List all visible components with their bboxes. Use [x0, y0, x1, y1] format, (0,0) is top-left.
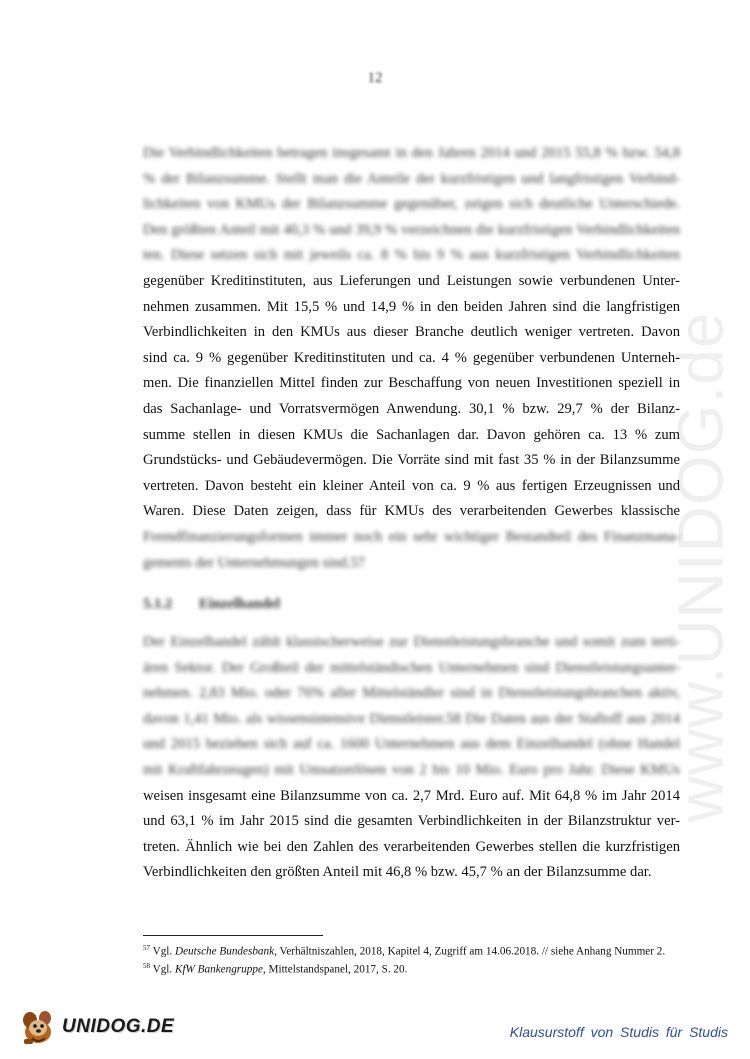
footnote-58 — [143, 960, 683, 977]
text-line: Verbindlichkeiten in den KMUs aus dieser Branche deutlich weniger vertreten. Davon — [143, 324, 680, 341]
text-line: und 63,1 % im Jahr 2015 sind die gesamten Verbindlichkeiten in der Bilanzstruktur ver- — [143, 813, 680, 830]
paragraph-1 — [143, 141, 680, 576]
footnote-source: Deutsche Bundesbank — [174, 945, 275, 958]
text-line: weisen insgesamt eine Bilanzsumme von ca. 2,7 Mrd. Euro auf. Mit 64,8 % im Jahr 2014 — [143, 787, 680, 804]
text-line: vertreten. Davon besteht ein kleiner Anteil von ca. 9 % aus fertigen Erzeugnissen und — [143, 477, 680, 494]
text-line: lichkeiten von KMUs der Bilanzsumme gegenüber, zeigen sich deutliche Unterschiede. — [143, 196, 680, 213]
text-line: davon 1,41 Mio. als wissensintensive Dienstleister.58 Die Daten aus der Staftoff aus 2014 — [143, 710, 680, 727]
text-line: Der Einzelhandel zählt klassischerweise zur Dienstleistungsbranche und somit zum terti- — [143, 634, 680, 650]
footnote-prefix: Vgl. — [152, 963, 175, 976]
text-line: nehmen zusammen. Mit 15,5 % und 14,9 % in den beiden Jahren sind die langfristigen — [143, 298, 680, 315]
text-line: ären Sektor. Der Großteil der mittelständischen Unternehmen sind Dienstleistungsunter- — [143, 659, 680, 676]
footnote-separator — [143, 935, 323, 936]
text-line: ten. Diese setzen sich mit jeweils ca. 8 % bis 9 % aus kurzfristigen Verbindlichkeiten — [143, 247, 680, 264]
text-line: gegenüber Kreditinstituten, aus Lieferungen und Leistungen sowie verbundenen Unter- — [143, 272, 680, 289]
footnote-source: KfW Bankengruppe — [174, 963, 263, 976]
section-number: 5.1.2 — [143, 596, 173, 612]
dog-icon — [18, 1008, 60, 1046]
footnote-number: 57 — [143, 944, 150, 952]
text-line: men. Die finanziellen Mittel finden zur Beschaffung von neuen Investitionen speziell in — [143, 375, 680, 392]
footnote-rest: , Mittelstandspanel, 2017, S. 20. — [262, 963, 408, 976]
text-line: Grundstücks- und Gebäudevermögen. Die Vorräte sind mit fast 35 % in der Bilanzsumme — [143, 452, 680, 469]
text-line: und 2015 beziehen sich auf ca. 1600 Unternehmen aus dem Einzelhandel (ohne Handel — [143, 736, 680, 753]
paragraph-2 — [143, 630, 680, 886]
text-line: nehmen. 2,83 Mio. oder 76% aller Mittelständler sind in Dienstleistungsbranchen aktiv, — [143, 685, 680, 702]
logo-text: UNIDOG.DE — [62, 1016, 175, 1037]
page-number: 12 — [367, 70, 383, 86]
text-line: summe stellen in diesen KMUs die Sachanlagen dar. Davon gehören ca. 13 % zum — [143, 426, 680, 443]
footnote-rest: , Verhältniszahlen, 2018, Kapitel 4, Zugriff am 14.06.2018. // siehe Anhang Nummer 2. — [274, 945, 666, 958]
text-line: treten. Ähnlich wie bei den Zahlen des verarbeitenden Gewerbes stellen die kurzfristigen — [143, 838, 680, 855]
watermark-text: www.UNIDOG.de — [664, 311, 737, 823]
text-line: % der Bilanzsumme. Stellt man die Anteile der kurzfristigen und langfristigen Verbind- — [143, 170, 680, 187]
text-line: Die Verbindlichkeiten betragen insgesamt in den Jahren 2014 und 2015 55,8 % bzw. 54,8 — [143, 145, 680, 161]
unidog-logo[interactable] — [18, 1008, 174, 1046]
footnotes — [143, 942, 683, 978]
text-line: Verbindlichkeiten den größten Anteil mit 46,8 % bzw. 45,7 % an der Bilanzsumme dar. — [143, 864, 652, 881]
text-line: Den größten Anteil mit 40,3 % und 39,9 % verzeichnen die kurzfristigen Verbindlichkeiten — [143, 221, 680, 238]
tagline: Klausurstoff von Studis für Studis — [509, 1024, 728, 1040]
section-title: Einzelhandel — [199, 596, 281, 612]
text-line: das Sachanlage- und Vorratsvermögen Anwendung. 30,1 % bzw. 29,7 % der Bilanz- — [143, 400, 680, 417]
section-heading — [143, 596, 280, 613]
text-line: Waren. Diese Daten zeigen, dass für KMUs des verarbeitenden Gewerbes klassische — [143, 503, 680, 520]
text-line: Fremdfinanzierungsformen immer noch ein sehr wichtiger Bestandteil des Finanzmana- — [143, 528, 680, 545]
text-line: mit Kraftfahrzeugen) mit Umsatzerlösen von 2 bis 10 Mio. Euro pro Jahr. Diese KMUs — [143, 761, 680, 778]
text-line: sind ca. 9 % gegenüber Kreditinstituten und ca. 4 % gegenüber verbundenen Unterneh- — [143, 349, 680, 366]
text-line: gements der Unternehmungen sind.57 — [143, 554, 366, 571]
footnote-57 — [143, 942, 683, 959]
footnote-prefix: Vgl. — [152, 945, 175, 958]
footnote-number: 58 — [143, 962, 150, 971]
